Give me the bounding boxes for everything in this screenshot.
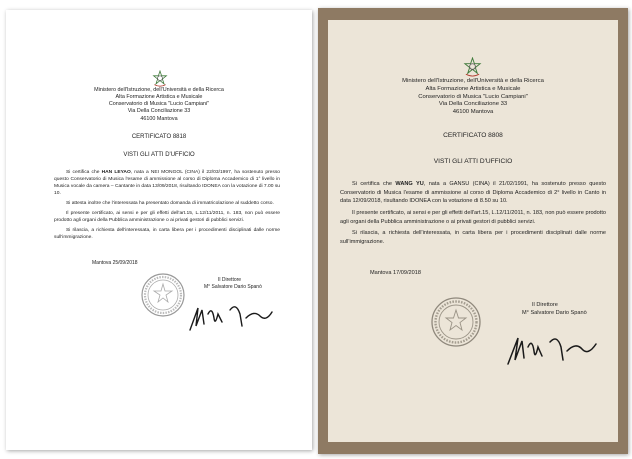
body-paragraph: Si rilascia, a richiesta dell'interessata, in carta libera per i procedimenti disciplinati dalle norme sull'immigrazione. (340, 230, 606, 245)
institution-header (340, 78, 606, 117)
italian-emblem-icon (463, 57, 482, 78)
institution-header (46, 87, 272, 123)
director-block (522, 302, 587, 317)
place-date: Mantova 17/09/2018 (370, 270, 422, 276)
director-title: Il Direttore (532, 302, 558, 308)
certificate-left (6, 10, 312, 450)
body-paragraph (340, 180, 606, 206)
body-paragraph: Si attesta inoltre che l'interessata ha presentato domanda di immatricolazione al suddetto corso. (66, 200, 274, 206)
header-line: Ministero dell'Istruzione, dell'Università e della Ricerca (402, 78, 544, 84)
text-span: , nata a NEI MONGOL (CINA) il 22/03/1997, ha sostenuto presso questo Conservatorio di Musica l'esame di ammissione al corso di Diploma Accademico di 1° livello in Musica vocale da camera – Cantante in data 13/09/2018, risultando IDONEA con la votazione di 7.00 su 10. (54, 170, 281, 196)
place-date: Mantova 25/09/2018 (92, 260, 138, 266)
director-name: M° Salvatore Dario Spanò (522, 309, 587, 316)
header-line: Alta Formazione Artistica e Musicale (425, 85, 521, 92)
director-name: M° Salvatore Dario Spanò (204, 283, 262, 290)
official-stamp (430, 296, 482, 348)
text-span: Si certifica che (66, 170, 102, 175)
student-name: WANG YU (395, 181, 424, 187)
text-span: , nata a GANSU (CINA) il 21/02/1991, ha sostenuto presso questo Conservatorio di Musica l'esame di ammissione al corso di Diploma Accademico di 2° livello in Canto in data 12/09/2018, risultando IDONEA con la votazione di 8.50 su 10. (340, 181, 606, 205)
director-block (204, 277, 262, 291)
certificate-number: CERTIFICATO 8808 (443, 132, 503, 139)
header-line: Via Della Conciliazione 33 (438, 101, 508, 108)
certificate-frame-right (318, 8, 628, 454)
official-stamp (140, 272, 186, 318)
italian-emblem-icon (152, 70, 168, 88)
header-line: 46100 Mantova (140, 115, 178, 122)
header-line: Via Della Conciliazione 33 (127, 108, 191, 115)
certificate-body (54, 170, 280, 245)
header-line: Conservatorio di Musica "Lucio Campiani" (418, 93, 528, 100)
body-paragraph: Il presente certificato, ai sensi e per gli effetti dell'art.15, L.12/11/2011, n. 183, non può essere prodotto agli organi della Pubblica amministrazione o ai privati gestori di pubblici servizi. (340, 209, 606, 225)
certificate-number: CERTIFICATO 8818 (131, 134, 187, 140)
header-line: Ministero dell'Istruzione, dell'Università e della Ricerca (94, 87, 224, 93)
certificate-body (340, 180, 606, 250)
header-line: 46100 Mantova (452, 109, 494, 116)
director-signature (500, 332, 600, 370)
certificate-right (328, 20, 618, 442)
header-line: Conservatorio di Musica "Lucio Campiani" (108, 101, 210, 108)
body-paragraph: Il presente certificato, ai sensi e per gli effetti dell'art.15, L.12/11/2011, n. 183, non può essere prodotto agli organi della Pubblica amministrazione o ai privati gestori di pubblici servizi. (54, 210, 280, 223)
student-name: HAN LEYAO (101, 170, 131, 175)
visti-heading: VISTI GLI ATTI D'UFFICIO (123, 152, 195, 158)
director-title: Il Direttore (218, 277, 242, 283)
director-signature (182, 300, 276, 336)
visti-heading: VISTI GLI ATTI D'UFFICIO (433, 158, 513, 165)
text-span: Si certifica che (352, 181, 396, 187)
body-paragraph: Si rilascia, a richiesta dell'interessata, in carta libera per i procedimenti disciplinati dalle norme sull'immigrazione. (54, 227, 280, 240)
header-line: Alta Formazione Artistica e Musicale (115, 94, 203, 101)
body-paragraph (54, 170, 280, 198)
